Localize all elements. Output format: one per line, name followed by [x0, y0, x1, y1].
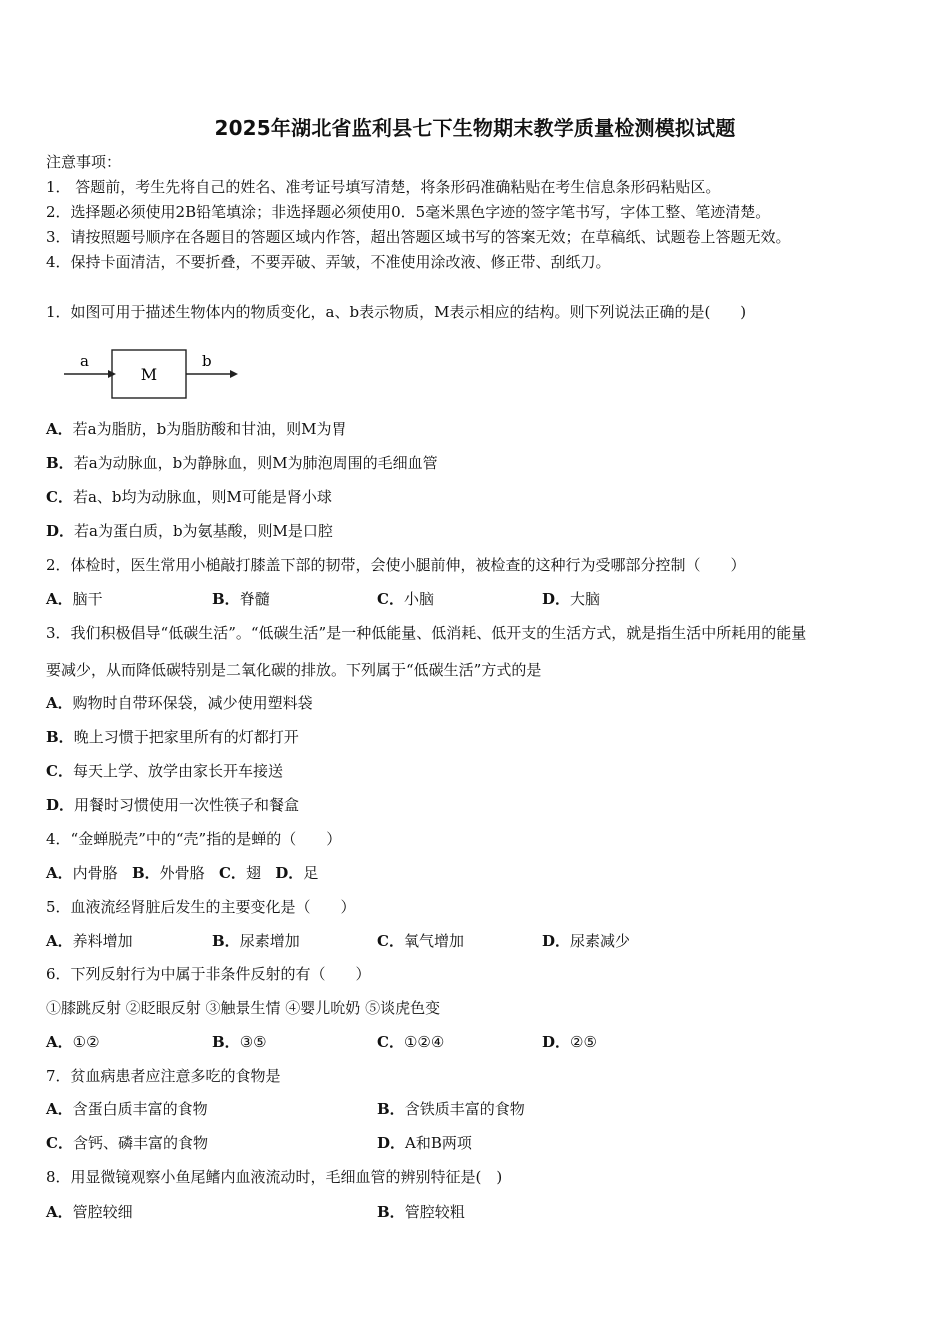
option-letter: A． [46, 420, 73, 438]
q3-option-b [46, 727, 299, 747]
option-text: 翅 [245, 864, 261, 882]
option-text: 小脑 [403, 590, 434, 608]
option-letter: C． [46, 1134, 73, 1152]
option-text: A和B两项 [405, 1134, 472, 1152]
q6-option-a [46, 1032, 100, 1052]
q1-flow-diagram [58, 342, 248, 406]
option-letter: A． [46, 864, 73, 882]
option-text: ②⑤ [570, 1033, 597, 1051]
option-letter: C． [218, 864, 246, 882]
option-text: ③⑤ [239, 1033, 267, 1051]
option-text: 养料增加 [72, 932, 133, 950]
question-7-stem: 7．贫血病患者应注意多吃的食物是 [46, 1067, 281, 1085]
q7-option-a [46, 1099, 208, 1119]
option-text: 若a为蛋白质，b为氨基酸，则M是口腔 [74, 522, 333, 540]
question-1-stem: 1．如图可用于描述生物体内的物质变化，a、b表示物质，M表示相应的结构。则下列说法正确的是( ) [46, 303, 747, 321]
option-text: 若a为动脉血，b为静脉血，则M为肺泡周围的毛细血管 [73, 454, 438, 472]
option-letter: D． [275, 864, 304, 882]
q7-option-d [377, 1133, 472, 1153]
option-text: 若a、b均为动脉血，则M可能是肾小球 [72, 488, 332, 506]
question-4-stem: 4．“金蝉脱壳”中的“壳”指的是蝉的（ ） [46, 830, 342, 848]
q1-option-c [46, 487, 332, 507]
option-letter: B． [377, 1100, 405, 1118]
option-letter: D． [542, 1033, 571, 1051]
option-letter: C． [377, 590, 404, 608]
question-2-stem: 2．体检时，医生常用小槌敲打膝盖下部的韧带，会使小腿前伸，被检查的这种行为受哪部分控制（ ） [46, 556, 746, 574]
option-text: 氧气增加 [403, 932, 464, 950]
option-text: ①② [72, 1033, 100, 1051]
option-letter: A． [46, 1100, 73, 1118]
option-letter: B． [377, 1203, 405, 1221]
option-letter: B． [46, 454, 74, 472]
diagram-label-m: M [140, 365, 158, 384]
q1-option-a [46, 419, 347, 439]
option-text: 大脑 [570, 590, 601, 608]
q3-option-a [46, 693, 313, 713]
q8-option-a [46, 1202, 133, 1222]
q5-option-c [377, 931, 464, 951]
option-text: 购物时自带环保袋，减少使用塑料袋 [72, 694, 313, 712]
q7-option-b [377, 1099, 525, 1119]
question-6-items: ①膝跳反射 ②眨眼反射 ③触景生情 ④婴儿吮奶 ⑤谈虎色变 [46, 999, 441, 1017]
q1-option-b [46, 453, 438, 473]
option-letter: B． [212, 1033, 240, 1051]
option-text: 尿素减少 [570, 932, 631, 950]
option-text: 每天上学、放学由家长开车接送 [72, 762, 283, 780]
q2-option-b [212, 589, 270, 609]
option-letter: B． [46, 728, 74, 746]
question-8-stem: 8．用显微镜观察小鱼尾鳍内血液流动时，毛细血管的辨别特征是( ) [46, 1168, 503, 1186]
option-letter: C． [46, 762, 73, 780]
option-letter: D． [542, 932, 571, 950]
option-letter: B． [212, 590, 240, 608]
q4-options [46, 863, 318, 883]
option-letter: A． [46, 694, 73, 712]
q8-option-b [377, 1202, 465, 1222]
notice-item: 2．选择题必须使用2B铅笔填涂；非选择题必须使用0．5毫米黑色字迹的签字笔书写，字体工整、笔迹清楚。 [46, 203, 771, 221]
q2-option-d [542, 589, 600, 609]
q5-option-b [212, 931, 300, 951]
option-text: 晚上习惯于把家里所有的灯都打开 [73, 728, 299, 746]
option-text: 内骨胳 [72, 864, 118, 882]
q6-option-c [377, 1032, 444, 1052]
option-letter: D． [377, 1134, 406, 1152]
option-text: 脑干 [72, 590, 103, 608]
option-text: 管腔较细 [72, 1203, 133, 1221]
notice-item: 4．保持卡面清洁，不要折叠，不要弄破、弄皱，不准使用涂改液、修正带、刮纸刀。 [46, 253, 611, 271]
option-letter: B． [212, 932, 240, 950]
option-letter: A． [46, 1203, 73, 1221]
option-text: 含铁质丰富的食物 [404, 1100, 525, 1118]
q3-option-c [46, 761, 283, 781]
q6-option-b [212, 1032, 267, 1052]
q2-option-a [46, 589, 103, 609]
q1-option-d [46, 521, 333, 541]
q6-option-d [542, 1032, 597, 1052]
question-5-stem: 5．血液流经肾脏后发生的主要变化是（ ） [46, 898, 356, 916]
option-text: 管腔较粗 [404, 1203, 465, 1221]
q7-option-c [46, 1133, 208, 1153]
option-letter: A． [46, 932, 73, 950]
option-letter: B． [131, 864, 160, 882]
option-letter: C． [377, 1033, 404, 1051]
option-letter: A． [46, 1033, 73, 1051]
question-6-stem: 6．下列反射行为中属于非条件反射的有（ ） [46, 965, 371, 983]
option-letter: C． [377, 932, 404, 950]
option-letter: D． [542, 590, 571, 608]
option-letter: A． [46, 590, 73, 608]
diagram-label-a: a [80, 352, 89, 370]
q3-option-d [46, 795, 299, 815]
option-text: 尿素增加 [239, 932, 300, 950]
option-text: 脊髓 [239, 590, 270, 608]
option-text: 含钙、磷丰富的食物 [72, 1134, 208, 1152]
q5-option-d [542, 931, 630, 951]
q2-option-c [377, 589, 434, 609]
option-text: 用餐时习惯使用一次性筷子和餐盒 [74, 796, 300, 814]
option-text: 含蛋白质丰富的食物 [72, 1100, 208, 1118]
option-text: 外骨胳 [159, 864, 205, 882]
notice-item: 1． 答题前，考生先将自己的姓名、准考证号填写清楚，将条形码准确粘贴在考生信息条形码粘贴区。 [46, 178, 721, 196]
notice-item: 3．请按照题号顺序在各题目的答题区域内作答，超出答题区域书写的答案无效；在草稿纸、试题卷上答题无效。 [46, 228, 791, 246]
question-3-stem: 3．我们积极倡导“低碳生活”。“低碳生活”是一种低能量、低消耗、低开支的生活方式，就是指生活中所耗用的能量 [46, 624, 807, 642]
question-3-stem-cont: 要减少，从而降低碳特别是二氧化碳的排放。下列属于“低碳生活”方式的是 [46, 661, 542, 679]
option-letter: D． [46, 522, 75, 540]
option-text: ①②④ [403, 1033, 445, 1051]
q5-option-a [46, 931, 133, 951]
page-title: 2025年湖北省监利县七下生物期末教学质量检测模拟试题 [214, 116, 736, 140]
notice-heading: 注意事项： [46, 153, 122, 171]
option-letter: C． [46, 488, 73, 506]
output-arrow-head [230, 370, 238, 378]
option-text: 若a为脂肪，b为脂肪酸和甘油，则M为胃 [72, 420, 347, 438]
option-letter: D． [46, 796, 75, 814]
option-text: 足 [303, 864, 319, 882]
diagram-label-b: b [202, 352, 212, 370]
